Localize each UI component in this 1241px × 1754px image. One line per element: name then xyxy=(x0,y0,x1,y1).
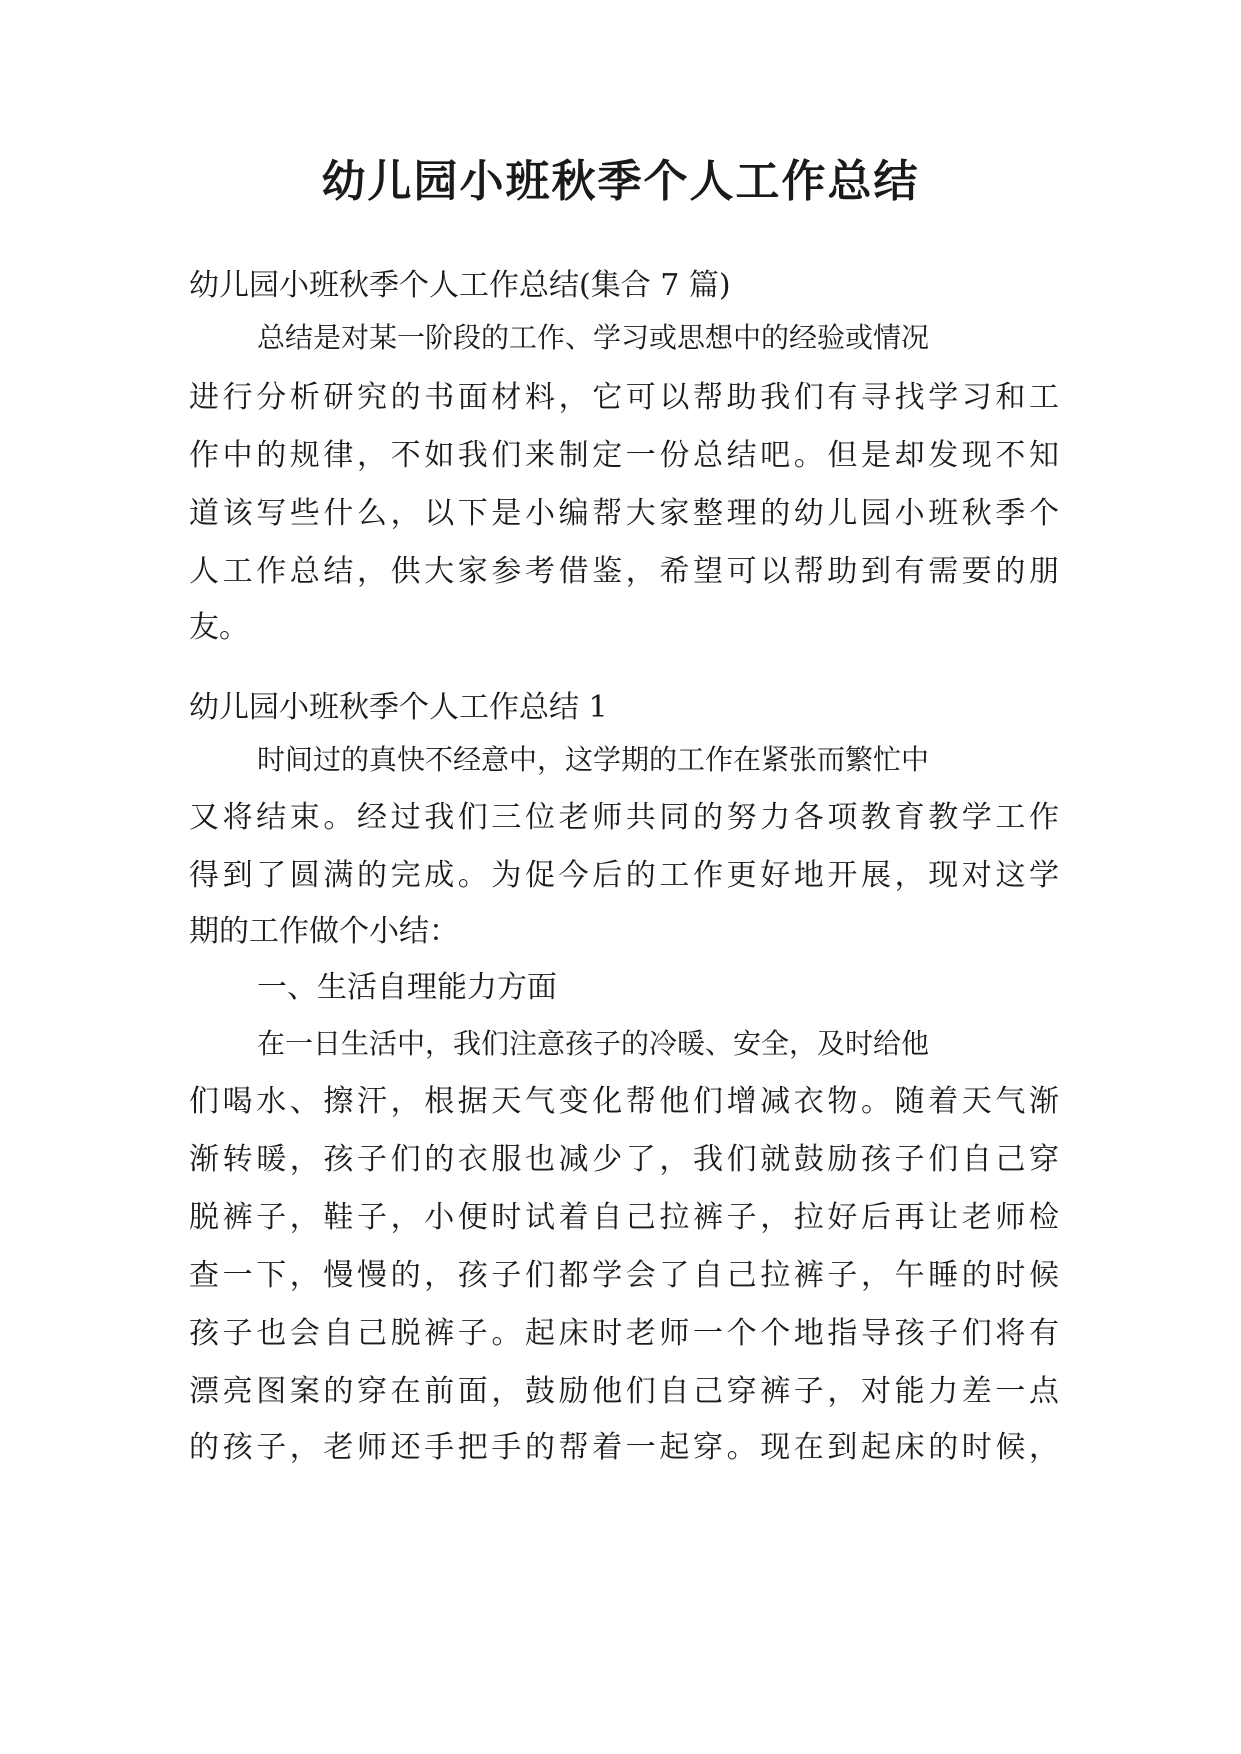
intro-line: 进行分析研究的书面材料，它可以帮助我们有寻找学习和工 xyxy=(189,380,1059,415)
intro-line: 人工作总结，供大家参考借鉴，希望可以帮助到有需要的朋 xyxy=(189,554,1059,589)
document-title: 幼儿园小班秋季个人工作总结 xyxy=(321,156,920,207)
intro-line: 道该写些什么，以下是小编帮大家整理的幼儿园小班秋季个 xyxy=(189,496,1059,531)
item-line: 的孩子，老师还手把手的帮着一起穿。现在到起床的时候， xyxy=(189,1430,1059,1465)
item-heading: 一、生活自理能力方面 xyxy=(257,970,557,1005)
section-line: 时间过的真快不经意中，这学期的工作在紧张而繁忙中 xyxy=(257,743,930,776)
document-subtitle: 幼儿园小班秋季个人工作总结(集合 7 篇) xyxy=(189,268,731,303)
section-heading: 幼儿园小班秋季个人工作总结 1 xyxy=(189,690,608,725)
intro-line: 总结是对某一阶段的工作、学习或思想中的经验或情况 xyxy=(257,321,930,354)
item-line: 在一日生活中，我们注意孩子的冷暖、安全，及时给他 xyxy=(257,1027,930,1060)
item-line: 渐转暖，孩子们的衣服也减少了，我们就鼓励孩子们自己穿 xyxy=(189,1142,1059,1177)
item-line: 查一下，慢慢的，孩子们都学会了自己拉裤子，午睡的时候 xyxy=(189,1258,1059,1293)
section-line: 得到了圆满的完成。为促今后的工作更好地开展，现对这学 xyxy=(189,858,1059,893)
item-line: 漂亮图案的穿在前面，鼓励他们自己穿裤子，对能力差一点 xyxy=(189,1374,1059,1409)
item-line: 们喝水、擦汗，根据天气变化帮他们增减衣物。随着天气渐 xyxy=(189,1084,1059,1119)
intro-line: 友。 xyxy=(189,610,249,645)
intro-line: 作中的规律，不如我们来制定一份总结吧。但是却发现不知 xyxy=(189,438,1059,473)
section-line: 又将结束。经过我们三位老师共同的努力各项教育教学工作 xyxy=(189,800,1059,835)
item-line: 孩子也会自己脱裤子。起床时老师一个个地指导孩子们将有 xyxy=(189,1316,1059,1351)
item-line: 脱裤子，鞋子，小便时试着自己拉裤子，拉好后再让老师检 xyxy=(189,1200,1059,1235)
section-line: 期的工作做个小结： xyxy=(189,914,459,949)
